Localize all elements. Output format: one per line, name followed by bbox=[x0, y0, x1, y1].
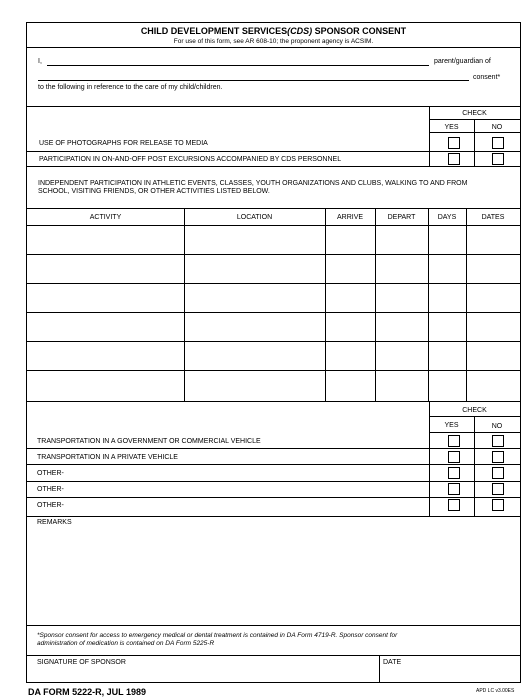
table-row-divider bbox=[27, 341, 520, 342]
form-number: DA FORM 5222-R, JUL 1989 bbox=[28, 687, 147, 697]
yes-header: YES bbox=[444, 124, 459, 131]
divider bbox=[27, 166, 520, 167]
divider bbox=[27, 481, 520, 482]
divider bbox=[27, 208, 520, 209]
divider bbox=[429, 119, 520, 120]
divider bbox=[27, 47, 520, 48]
name-field[interactable] bbox=[47, 65, 429, 66]
table-row-divider bbox=[27, 370, 520, 371]
divider bbox=[27, 401, 520, 402]
other-1-yes-checkbox[interactable] bbox=[448, 467, 460, 479]
col-days: DAYS bbox=[437, 214, 457, 221]
divider bbox=[27, 655, 520, 656]
child-name-field[interactable] bbox=[38, 80, 469, 81]
check-header: CHECK bbox=[462, 110, 487, 117]
col-dates: DATES bbox=[481, 214, 505, 221]
remarks-label: REMARKS bbox=[37, 519, 72, 526]
independent-text-line2: SCHOOL, VISITING FRIENDS, OR OTHER ACTIVITIES LISTED BELOW. bbox=[38, 188, 270, 195]
divider bbox=[429, 416, 520, 417]
form-subtitle: For use of this form, see AR 608-10; the proponent agency is ACSIM. bbox=[173, 38, 374, 45]
item-other-3: OTHER- bbox=[37, 502, 64, 509]
photographs-yes-checkbox[interactable] bbox=[448, 137, 460, 149]
col-arrive: ARRIVE bbox=[336, 214, 364, 221]
divider bbox=[474, 416, 475, 516]
divider bbox=[429, 132, 520, 133]
excursions-no-checkbox[interactable] bbox=[492, 153, 504, 165]
other-3-yes-checkbox[interactable] bbox=[448, 499, 460, 511]
version-label: APD LC v3.00ES bbox=[476, 688, 515, 694]
footnote-line1: *Sponsor consent for access to emergency medical or dental treatment is contained in DA Form 4719-R. Sponsor consent for bbox=[37, 632, 398, 639]
excursions-yes-checkbox[interactable] bbox=[448, 153, 460, 165]
other-2-yes-checkbox[interactable] bbox=[448, 483, 460, 495]
item-excursions: PARTICIPATION IN ON-AND-OFF POST EXCURSIONS ACCOMPANIED BY CDS PERSONNEL bbox=[39, 156, 342, 163]
form-title bbox=[27, 26, 520, 36]
other-1-no-checkbox[interactable] bbox=[492, 467, 504, 479]
no-header: NO bbox=[491, 124, 503, 131]
divider bbox=[27, 225, 520, 226]
government-vehicle-no-checkbox[interactable] bbox=[492, 435, 504, 447]
divider bbox=[27, 625, 520, 626]
independent-text-line1: INDEPENDENT PARTICIPATION IN ATHLETIC EVENTS, CLASSES, YOUTH ORGANIZATIONS AND CLUBS, WALKING TO AND FROM bbox=[38, 180, 468, 187]
remarks-field[interactable] bbox=[27, 527, 520, 625]
government-vehicle-yes-checkbox[interactable] bbox=[448, 435, 460, 447]
no-header: NO bbox=[491, 423, 503, 430]
divider bbox=[429, 401, 430, 516]
item-private-vehicle: TRANSPORTATION IN A PRIVATE VEHICLE bbox=[37, 454, 178, 461]
divider bbox=[27, 516, 520, 517]
divider bbox=[375, 208, 376, 402]
table-row-divider bbox=[27, 254, 520, 255]
col-activity: ACTIVITY bbox=[89, 214, 122, 221]
item-other-2: OTHER- bbox=[37, 486, 64, 493]
item-government-vehicle: TRANSPORTATION IN A GOVERNMENT OR COMMERCIAL VEHICLE bbox=[37, 438, 261, 445]
divider bbox=[27, 497, 520, 498]
item-other-1: OTHER- bbox=[37, 470, 64, 477]
footnote-line2: administration of medication is contained on DA Form 5225-R bbox=[37, 640, 215, 647]
consent-label: consent* bbox=[473, 74, 501, 81]
date-label: DATE bbox=[383, 659, 402, 666]
check-header: CHECK bbox=[462, 407, 487, 414]
intro-line3: to the following in reference to the care of my child/children. bbox=[38, 84, 223, 91]
consent-form bbox=[26, 22, 521, 683]
divider bbox=[429, 432, 520, 433]
table-row-divider bbox=[27, 312, 520, 313]
signature-label: SIGNATURE OF SPONSOR bbox=[37, 659, 126, 666]
divider bbox=[325, 208, 326, 402]
other-3-no-checkbox[interactable] bbox=[492, 499, 504, 511]
divider bbox=[428, 208, 429, 402]
divider bbox=[27, 151, 520, 152]
private-vehicle-no-checkbox[interactable] bbox=[492, 451, 504, 463]
parent-guardian-label: parent/guardian of bbox=[434, 58, 491, 65]
signature-field[interactable] bbox=[27, 668, 379, 683]
divider bbox=[184, 208, 185, 402]
divider bbox=[27, 464, 520, 465]
date-field[interactable] bbox=[380, 668, 520, 683]
col-location: LOCATION bbox=[236, 214, 273, 221]
divider bbox=[27, 448, 520, 449]
yes-header: YES bbox=[444, 422, 459, 429]
other-2-no-checkbox[interactable] bbox=[492, 483, 504, 495]
title-prefix: CHILD DEVELOPMENT SERVICES bbox=[140, 26, 288, 36]
title-suffix: SPONSOR CONSENT bbox=[312, 26, 407, 36]
private-vehicle-yes-checkbox[interactable] bbox=[448, 451, 460, 463]
item-photographs: USE OF PHOTOGRAPHS FOR RELEASE TO MEDIA bbox=[39, 140, 208, 147]
title-italic: (CDS) bbox=[287, 26, 313, 36]
photographs-no-checkbox[interactable] bbox=[492, 137, 504, 149]
intro-prefix: I, bbox=[38, 58, 42, 65]
divider bbox=[466, 208, 467, 402]
table-row-divider bbox=[27, 283, 520, 284]
divider bbox=[27, 106, 520, 107]
col-depart: DEPART bbox=[387, 214, 416, 221]
